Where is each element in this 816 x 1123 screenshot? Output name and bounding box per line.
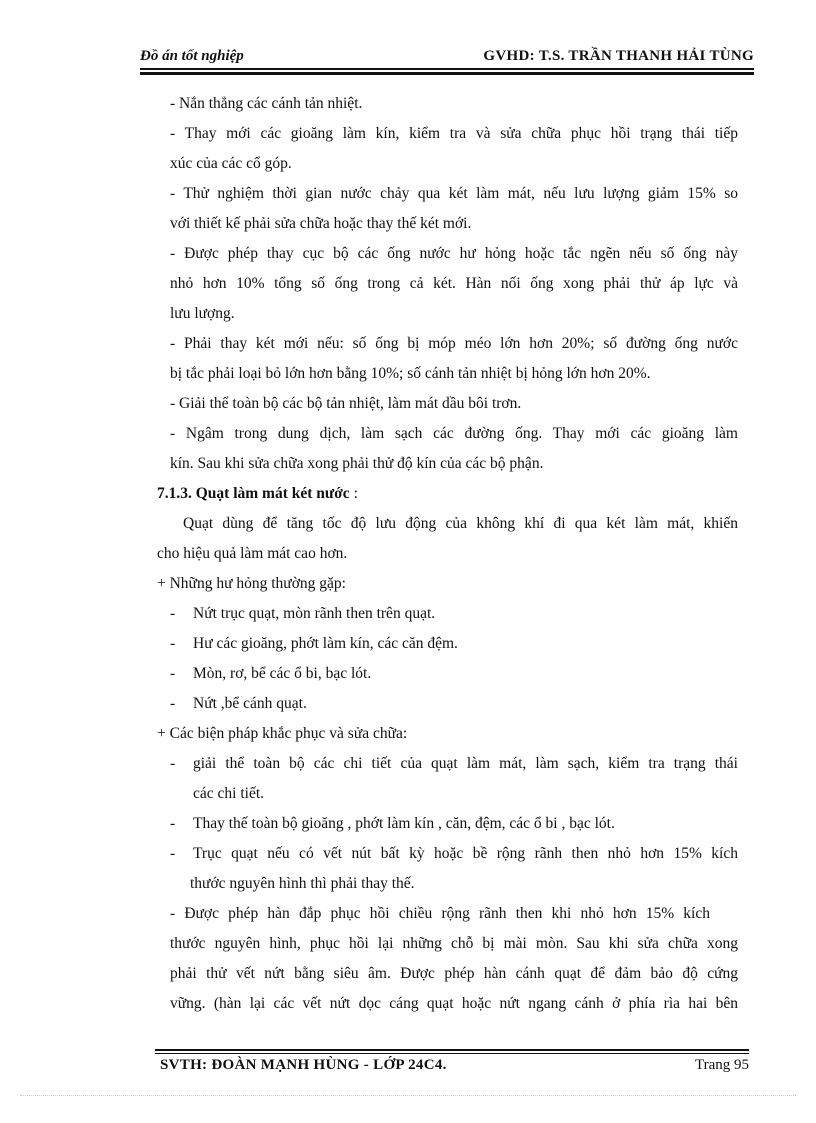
- text-line: - Thử nghiệm thời gian nước chảy qua két làm mát, nếu lưu lượng giảm 15% so: [170, 185, 738, 202]
- header-supervisor: GVHD: T.S. TRẦN THANH HẢI TÙNG: [483, 48, 754, 64]
- footer-rule-thick: [155, 1049, 749, 1051]
- text-line: vững. (hàn lại các vết nứt dọc cáng quạt hoặc nứt ngang cánh ở phía rìa hai bên: [170, 995, 738, 1012]
- section-heading-colon: :: [353, 485, 358, 502]
- text-line: - Giải thể toàn bộ các bộ tản nhiệt, làm mát dầu bôi trơn.: [170, 395, 522, 412]
- text-line: - Ngâm trong dung dịch, làm sạch các đường ống. Thay mới các gioăng làm: [170, 425, 738, 442]
- text-line: - Được phép hàn đắp phục hồi chiều rộng rãnh then khi nhỏ hơn 15% kích: [170, 905, 710, 922]
- footer-rule-thin: [155, 1053, 749, 1054]
- text-line: Quạt dùng để tăng tốc độ lưu động của không khí đi qua két làm mát, khiến: [183, 515, 738, 532]
- text-line: - Nắn thẳng các cánh tản nhiệt.: [170, 95, 363, 112]
- text-line: nhỏ hơn 10% tổng số ống trong cả két. Hàn nối ống xong phải thử áp lực và: [170, 275, 738, 292]
- page-header: [140, 48, 754, 66]
- bullet-dash: -: [170, 665, 176, 682]
- list-item: Trục quạt nếu có vết nút bất kỳ hoặc bề rộng rãnh then nhỏ hơn 15% kích: [193, 845, 738, 862]
- list-item: giải thể toàn bộ các chi tiết của quạt làm mát, làm sạch, kiểm tra trạng thái: [193, 755, 738, 772]
- list-item: Mòn, rơ, bể các ổ bi, bạc lót.: [193, 665, 372, 682]
- bullet-dash: -: [170, 605, 176, 622]
- bullet-dash: -: [170, 695, 176, 712]
- text-line: bị tắc phải loại bỏ lớn hơn bằng 10%; số cánh tản nhiệt bị hỏng lớn hơn 20%.: [170, 365, 651, 382]
- footer-page-number: Trang 95: [694, 1057, 749, 1073]
- text-line: phải thử vết nứt bằng siêu âm. Được phép hàn cánh quạt để đảm bảo độ cứng: [170, 965, 738, 982]
- text-line: xúc của các cổ góp.: [170, 155, 292, 172]
- text-line: + Các biện pháp khắc phục và sửa chữa:: [157, 725, 408, 742]
- header-document-title: Đồ án tốt nghiệp: [140, 48, 244, 64]
- text-line: kín. Sau khi sửa chữa xong phải thử độ kín của các bộ phận.: [170, 455, 544, 472]
- list-item-continuation: các chi tiết.: [193, 785, 264, 802]
- list-item: Nứt ,bể cánh quạt.: [193, 695, 307, 712]
- header-rule-thin: [140, 68, 754, 70]
- list-item: Hư các gioăng, phớt làm kín, các căn đệm.: [193, 635, 458, 652]
- bullet-dash: -: [170, 755, 176, 772]
- section-heading: [157, 484, 358, 504]
- bullet-dash: -: [170, 815, 176, 832]
- list-item: Nứt trục quạt, mòn rãnh then trên quạt.: [193, 605, 436, 622]
- text-line: - Phải thay két mới nếu: số ống bị móp méo lớn hơn 20%; số đường ống nước: [170, 335, 738, 352]
- bullet-dash: -: [170, 845, 176, 862]
- header-rule-thick: [140, 72, 754, 75]
- text-line: - Được phép thay cục bộ các ống nước hư hỏng hoặc tắc ngẽn nếu số ống này: [170, 245, 738, 262]
- list-item: Thay thế toàn bộ gioăng , phớt làm kín , căn, đệm, các ổ bi , bạc lót.: [193, 815, 615, 832]
- text-line: với thiết kế phải sửa chữa hoặc thay thế két mới.: [170, 215, 472, 232]
- bullet-dash: -: [170, 635, 176, 652]
- text-line: - Thay mới các gioăng làm kín, kiểm tra và sửa chữa phục hồi trạng thái tiếp: [170, 125, 738, 142]
- text-line: + Những hư hỏng thường gặp:: [157, 575, 346, 592]
- list-item-continuation: thước nguyên hình thì phải thay thế.: [190, 875, 415, 892]
- text-line: cho hiệu quả làm mát cao hơn.: [157, 545, 348, 562]
- text-line: thước nguyên hình, phục hồi lại những chỗ bị mài mòn. Sau khi sửa chữa xong: [170, 935, 738, 952]
- text-line: lưu lượng.: [170, 305, 235, 322]
- footer-student: SVTH: ĐOÀN MẠNH HÙNG - LỚP 24C4.: [160, 1057, 447, 1073]
- section-heading-title: 7.1.3. Quạt làm mát két nước: [157, 485, 350, 502]
- page-bottom-divider: [20, 1095, 796, 1096]
